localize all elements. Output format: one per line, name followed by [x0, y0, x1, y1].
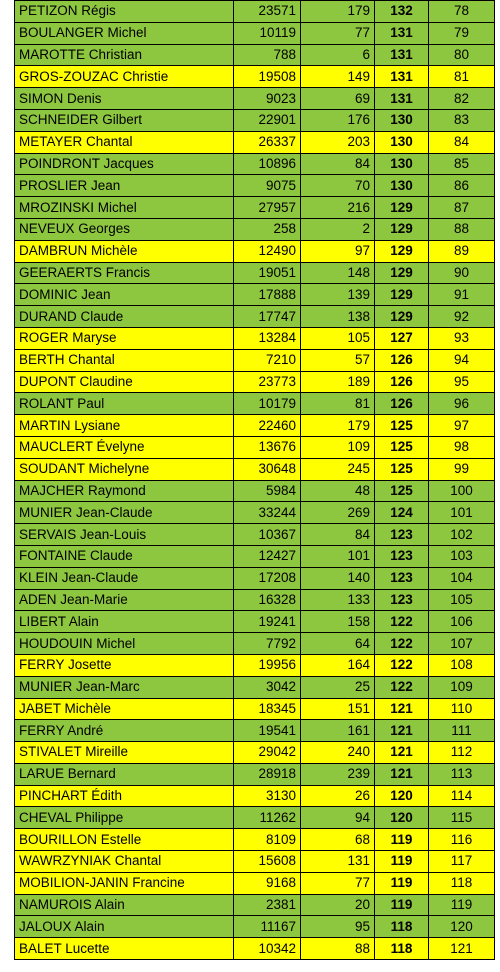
total-pins-cell: 15608: [234, 851, 301, 873]
total-pins-cell: 10896: [234, 153, 301, 175]
average-cell: 131: [375, 88, 429, 110]
player-name-cell: FERRY Josette: [15, 654, 234, 676]
player-name-cell: BOULANGER Michel: [15, 22, 234, 44]
rank-cell: 120: [429, 916, 495, 938]
total-pins-cell: 3130: [234, 785, 301, 807]
average-cell: 129: [375, 284, 429, 306]
average-cell: 119: [375, 872, 429, 894]
games-count-cell: 48: [301, 480, 375, 502]
games-count-cell: 269: [301, 502, 375, 524]
average-cell: 121: [375, 698, 429, 720]
average-cell: 122: [375, 676, 429, 698]
table-row: [15, 916, 495, 938]
total-pins-cell: 12427: [234, 545, 301, 567]
rank-cell: 107: [429, 633, 495, 655]
total-pins-cell: 19051: [234, 262, 301, 284]
player-name-cell: BERTH Chantal: [15, 349, 234, 371]
table-row: [15, 851, 495, 873]
rank-cell: 86: [429, 175, 495, 197]
total-pins-cell: 10119: [234, 22, 301, 44]
table-row: [15, 938, 495, 960]
rank-cell: 106: [429, 611, 495, 633]
rank-cell: 93: [429, 327, 495, 349]
rank-cell: 117: [429, 851, 495, 873]
player-name-cell: KLEIN Jean-Claude: [15, 567, 234, 589]
games-count-cell: 57: [301, 349, 375, 371]
average-cell: 122: [375, 611, 429, 633]
games-count-cell: 70: [301, 175, 375, 197]
table-row: [15, 327, 495, 349]
average-cell: 126: [375, 371, 429, 393]
rank-cell: 87: [429, 197, 495, 219]
total-pins-cell: 3042: [234, 676, 301, 698]
rank-cell: 118: [429, 872, 495, 894]
total-pins-cell: 19508: [234, 66, 301, 88]
average-cell: 130: [375, 109, 429, 131]
games-count-cell: 20: [301, 894, 375, 916]
average-cell: 126: [375, 349, 429, 371]
player-name-cell: DAMBRUN Michèle: [15, 240, 234, 262]
games-count-cell: 77: [301, 22, 375, 44]
average-cell: 123: [375, 545, 429, 567]
games-count-cell: 77: [301, 872, 375, 894]
total-pins-cell: 23571: [234, 1, 301, 23]
table-row: [15, 720, 495, 742]
player-name-cell: DURAND Claude: [15, 306, 234, 328]
table-row: [15, 153, 495, 175]
table-row: [15, 611, 495, 633]
games-count-cell: 95: [301, 916, 375, 938]
total-pins-cell: 5984: [234, 480, 301, 502]
average-cell: 130: [375, 131, 429, 153]
player-name-cell: GROS-ZOUZAC Christie: [15, 66, 234, 88]
table-row: [15, 829, 495, 851]
average-cell: 121: [375, 720, 429, 742]
total-pins-cell: 16328: [234, 589, 301, 611]
ranking-table-body: [15, 1, 495, 960]
games-count-cell: 84: [301, 524, 375, 546]
table-row: [15, 502, 495, 524]
rank-cell: 92: [429, 306, 495, 328]
rank-cell: 104: [429, 567, 495, 589]
games-count-cell: 176: [301, 109, 375, 131]
total-pins-cell: 9075: [234, 175, 301, 197]
rank-cell: 112: [429, 742, 495, 764]
player-name-cell: LIBERT Alain: [15, 611, 234, 633]
total-pins-cell: 788: [234, 44, 301, 66]
player-name-cell: MAROTTE Christian: [15, 44, 234, 66]
total-pins-cell: 22901: [234, 109, 301, 131]
games-count-cell: 105: [301, 327, 375, 349]
rank-cell: 110: [429, 698, 495, 720]
average-cell: 125: [375, 458, 429, 480]
games-count-cell: 25: [301, 676, 375, 698]
games-count-cell: 239: [301, 763, 375, 785]
player-name-cell: MROZINSKI Michel: [15, 197, 234, 219]
average-cell: 125: [375, 436, 429, 458]
table-row: [15, 633, 495, 655]
table-row: [15, 109, 495, 131]
total-pins-cell: 26337: [234, 131, 301, 153]
average-cell: 118: [375, 938, 429, 960]
average-cell: 129: [375, 262, 429, 284]
total-pins-cell: 9023: [234, 88, 301, 110]
table-row: [15, 545, 495, 567]
table-row: [15, 436, 495, 458]
player-name-cell: POINDRONT Jacques: [15, 153, 234, 175]
player-name-cell: SIMON Denis: [15, 88, 234, 110]
player-name-cell: ROGER Maryse: [15, 327, 234, 349]
table-row: [15, 262, 495, 284]
player-name-cell: SERVAIS Jean-Louis: [15, 524, 234, 546]
table-row: [15, 131, 495, 153]
total-pins-cell: 18345: [234, 698, 301, 720]
table-row: [15, 88, 495, 110]
total-pins-cell: 13284: [234, 327, 301, 349]
average-cell: 129: [375, 306, 429, 328]
games-count-cell: 101: [301, 545, 375, 567]
player-name-cell: MAUCLERT Évelyne: [15, 436, 234, 458]
average-cell: 121: [375, 742, 429, 764]
games-count-cell: 138: [301, 306, 375, 328]
average-cell: 129: [375, 240, 429, 262]
total-pins-cell: 9168: [234, 872, 301, 894]
average-cell: 126: [375, 393, 429, 415]
rank-cell: 82: [429, 88, 495, 110]
rank-cell: 84: [429, 131, 495, 153]
games-count-cell: 179: [301, 1, 375, 23]
total-pins-cell: 11262: [234, 807, 301, 829]
games-count-cell: 2: [301, 218, 375, 240]
table-row: [15, 589, 495, 611]
rank-cell: 114: [429, 785, 495, 807]
total-pins-cell: 28918: [234, 763, 301, 785]
rank-cell: 78: [429, 1, 495, 23]
total-pins-cell: 7210: [234, 349, 301, 371]
total-pins-cell: 23773: [234, 371, 301, 393]
player-name-cell: MOBILION-JANIN Francine: [15, 872, 234, 894]
total-pins-cell: 19241: [234, 611, 301, 633]
table-row: [15, 415, 495, 437]
table-row: [15, 524, 495, 546]
player-name-cell: DUPONT Claudine: [15, 371, 234, 393]
average-cell: 127: [375, 327, 429, 349]
player-name-cell: STIVALET Mireille: [15, 742, 234, 764]
table-row: [15, 785, 495, 807]
total-pins-cell: 30648: [234, 458, 301, 480]
games-count-cell: 133: [301, 589, 375, 611]
table-row: [15, 240, 495, 262]
table-row: [15, 371, 495, 393]
table-row: [15, 807, 495, 829]
games-count-cell: 151: [301, 698, 375, 720]
rank-cell: 81: [429, 66, 495, 88]
rank-cell: 100: [429, 480, 495, 502]
rank-cell: 119: [429, 894, 495, 916]
rank-cell: 80: [429, 44, 495, 66]
table-row: [15, 872, 495, 894]
average-cell: 125: [375, 415, 429, 437]
average-cell: 123: [375, 589, 429, 611]
rank-cell: 101: [429, 502, 495, 524]
total-pins-cell: 11167: [234, 916, 301, 938]
table-row: [15, 44, 495, 66]
games-count-cell: 216: [301, 197, 375, 219]
games-count-cell: 97: [301, 240, 375, 262]
total-pins-cell: 10179: [234, 393, 301, 415]
player-name-cell: FERRY André: [15, 720, 234, 742]
games-count-cell: 245: [301, 458, 375, 480]
games-count-cell: 131: [301, 851, 375, 873]
games-count-cell: 139: [301, 284, 375, 306]
rank-cell: 115: [429, 807, 495, 829]
games-count-cell: 189: [301, 371, 375, 393]
table-row: [15, 197, 495, 219]
average-cell: 121: [375, 763, 429, 785]
total-pins-cell: 2381: [234, 894, 301, 916]
games-count-cell: 81: [301, 393, 375, 415]
games-count-cell: 64: [301, 633, 375, 655]
rank-cell: 90: [429, 262, 495, 284]
table-row: [15, 654, 495, 676]
table-row: [15, 480, 495, 502]
rank-cell: 91: [429, 284, 495, 306]
rank-cell: 85: [429, 153, 495, 175]
average-cell: 125: [375, 480, 429, 502]
average-cell: 122: [375, 633, 429, 655]
average-cell: 131: [375, 22, 429, 44]
rank-cell: 95: [429, 371, 495, 393]
average-cell: 129: [375, 197, 429, 219]
table-row: [15, 393, 495, 415]
table-row: [15, 742, 495, 764]
table-row: [15, 66, 495, 88]
games-count-cell: 161: [301, 720, 375, 742]
total-pins-cell: 29042: [234, 742, 301, 764]
table-row: [15, 175, 495, 197]
player-name-cell: HOUDOUIN Michel: [15, 633, 234, 655]
games-count-cell: 179: [301, 415, 375, 437]
player-name-cell: PINCHART Édith: [15, 785, 234, 807]
player-name-cell: ADEN Jean-Marie: [15, 589, 234, 611]
table-row: [15, 218, 495, 240]
table-row: [15, 306, 495, 328]
average-cell: 119: [375, 829, 429, 851]
games-count-cell: 158: [301, 611, 375, 633]
average-cell: 132: [375, 1, 429, 23]
player-name-cell: GEERAERTS Francis: [15, 262, 234, 284]
player-name-cell: PETIZON Régis: [15, 1, 234, 23]
rank-cell: 98: [429, 436, 495, 458]
table-row: [15, 458, 495, 480]
total-pins-cell: 8109: [234, 829, 301, 851]
average-cell: 130: [375, 153, 429, 175]
total-pins-cell: 22460: [234, 415, 301, 437]
player-name-cell: JALOUX Alain: [15, 916, 234, 938]
rank-cell: 83: [429, 109, 495, 131]
rank-cell: 103: [429, 545, 495, 567]
rank-cell: 88: [429, 218, 495, 240]
rank-cell: 105: [429, 589, 495, 611]
total-pins-cell: 10342: [234, 938, 301, 960]
rank-cell: 121: [429, 938, 495, 960]
player-name-cell: METAYER Chantal: [15, 131, 234, 153]
total-pins-cell: 19541: [234, 720, 301, 742]
games-count-cell: 84: [301, 153, 375, 175]
total-pins-cell: 19956: [234, 654, 301, 676]
rank-cell: 79: [429, 22, 495, 44]
player-name-cell: MARTIN Lysiane: [15, 415, 234, 437]
average-cell: 123: [375, 524, 429, 546]
total-pins-cell: 17208: [234, 567, 301, 589]
table-row: [15, 763, 495, 785]
average-cell: 130: [375, 175, 429, 197]
player-name-cell: WAWRZYNIAK Chantal: [15, 851, 234, 873]
player-name-cell: CHEVAL Philippe: [15, 807, 234, 829]
games-count-cell: 240: [301, 742, 375, 764]
total-pins-cell: 33244: [234, 502, 301, 524]
table-row: [15, 22, 495, 44]
rank-cell: 94: [429, 349, 495, 371]
games-count-cell: 140: [301, 567, 375, 589]
total-pins-cell: 17888: [234, 284, 301, 306]
player-name-cell: BALET Lucette: [15, 938, 234, 960]
table-row: [15, 1, 495, 23]
average-cell: 120: [375, 807, 429, 829]
average-cell: 131: [375, 44, 429, 66]
table-row: [15, 676, 495, 698]
average-cell: 119: [375, 851, 429, 873]
average-cell: 129: [375, 218, 429, 240]
player-name-cell: SOUDANT Michelyne: [15, 458, 234, 480]
total-pins-cell: 27957: [234, 197, 301, 219]
average-cell: 118: [375, 916, 429, 938]
total-pins-cell: 7792: [234, 633, 301, 655]
total-pins-cell: 12490: [234, 240, 301, 262]
rank-cell: 113: [429, 763, 495, 785]
games-count-cell: 6: [301, 44, 375, 66]
average-cell: 123: [375, 567, 429, 589]
table-row: [15, 698, 495, 720]
player-name-cell: MUNIER Jean-Claude: [15, 502, 234, 524]
average-cell: 131: [375, 66, 429, 88]
games-count-cell: 26: [301, 785, 375, 807]
total-pins-cell: 17747: [234, 306, 301, 328]
player-name-cell: LARUE Bernard: [15, 763, 234, 785]
rank-cell: 89: [429, 240, 495, 262]
rank-cell: 97: [429, 415, 495, 437]
rank-cell: 108: [429, 654, 495, 676]
rank-cell: 116: [429, 829, 495, 851]
table-row: [15, 349, 495, 371]
average-cell: 124: [375, 502, 429, 524]
average-cell: 119: [375, 894, 429, 916]
rank-cell: 111: [429, 720, 495, 742]
player-name-cell: DOMINIC Jean: [15, 284, 234, 306]
player-name-cell: NAMUROIS Alain: [15, 894, 234, 916]
average-cell: 122: [375, 654, 429, 676]
games-count-cell: 88: [301, 938, 375, 960]
player-name-cell: JABET Michèle: [15, 698, 234, 720]
table-row: [15, 284, 495, 306]
player-name-cell: PROSLIER Jean: [15, 175, 234, 197]
player-name-cell: FONTAINE Claude: [15, 545, 234, 567]
player-name-cell: SCHNEIDER Gilbert: [15, 109, 234, 131]
rank-cell: 102: [429, 524, 495, 546]
total-pins-cell: 10367: [234, 524, 301, 546]
total-pins-cell: 13676: [234, 436, 301, 458]
total-pins-cell: 258: [234, 218, 301, 240]
player-name-cell: BOURILLON Estelle: [15, 829, 234, 851]
player-name-cell: MAJCHER Raymond: [15, 480, 234, 502]
table-row: [15, 894, 495, 916]
games-count-cell: 94: [301, 807, 375, 829]
rank-cell: 99: [429, 458, 495, 480]
average-cell: 120: [375, 785, 429, 807]
player-name-cell: MUNIER Jean-Marc: [15, 676, 234, 698]
rank-cell: 96: [429, 393, 495, 415]
games-count-cell: 68: [301, 829, 375, 851]
ranking-table: [14, 0, 495, 960]
games-count-cell: 109: [301, 436, 375, 458]
games-count-cell: 69: [301, 88, 375, 110]
games-count-cell: 149: [301, 66, 375, 88]
rank-cell: 109: [429, 676, 495, 698]
games-count-cell: 148: [301, 262, 375, 284]
games-count-cell: 203: [301, 131, 375, 153]
table-row: [15, 567, 495, 589]
player-name-cell: ROLANT Paul: [15, 393, 234, 415]
games-count-cell: 164: [301, 654, 375, 676]
player-name-cell: NEVEUX Georges: [15, 218, 234, 240]
